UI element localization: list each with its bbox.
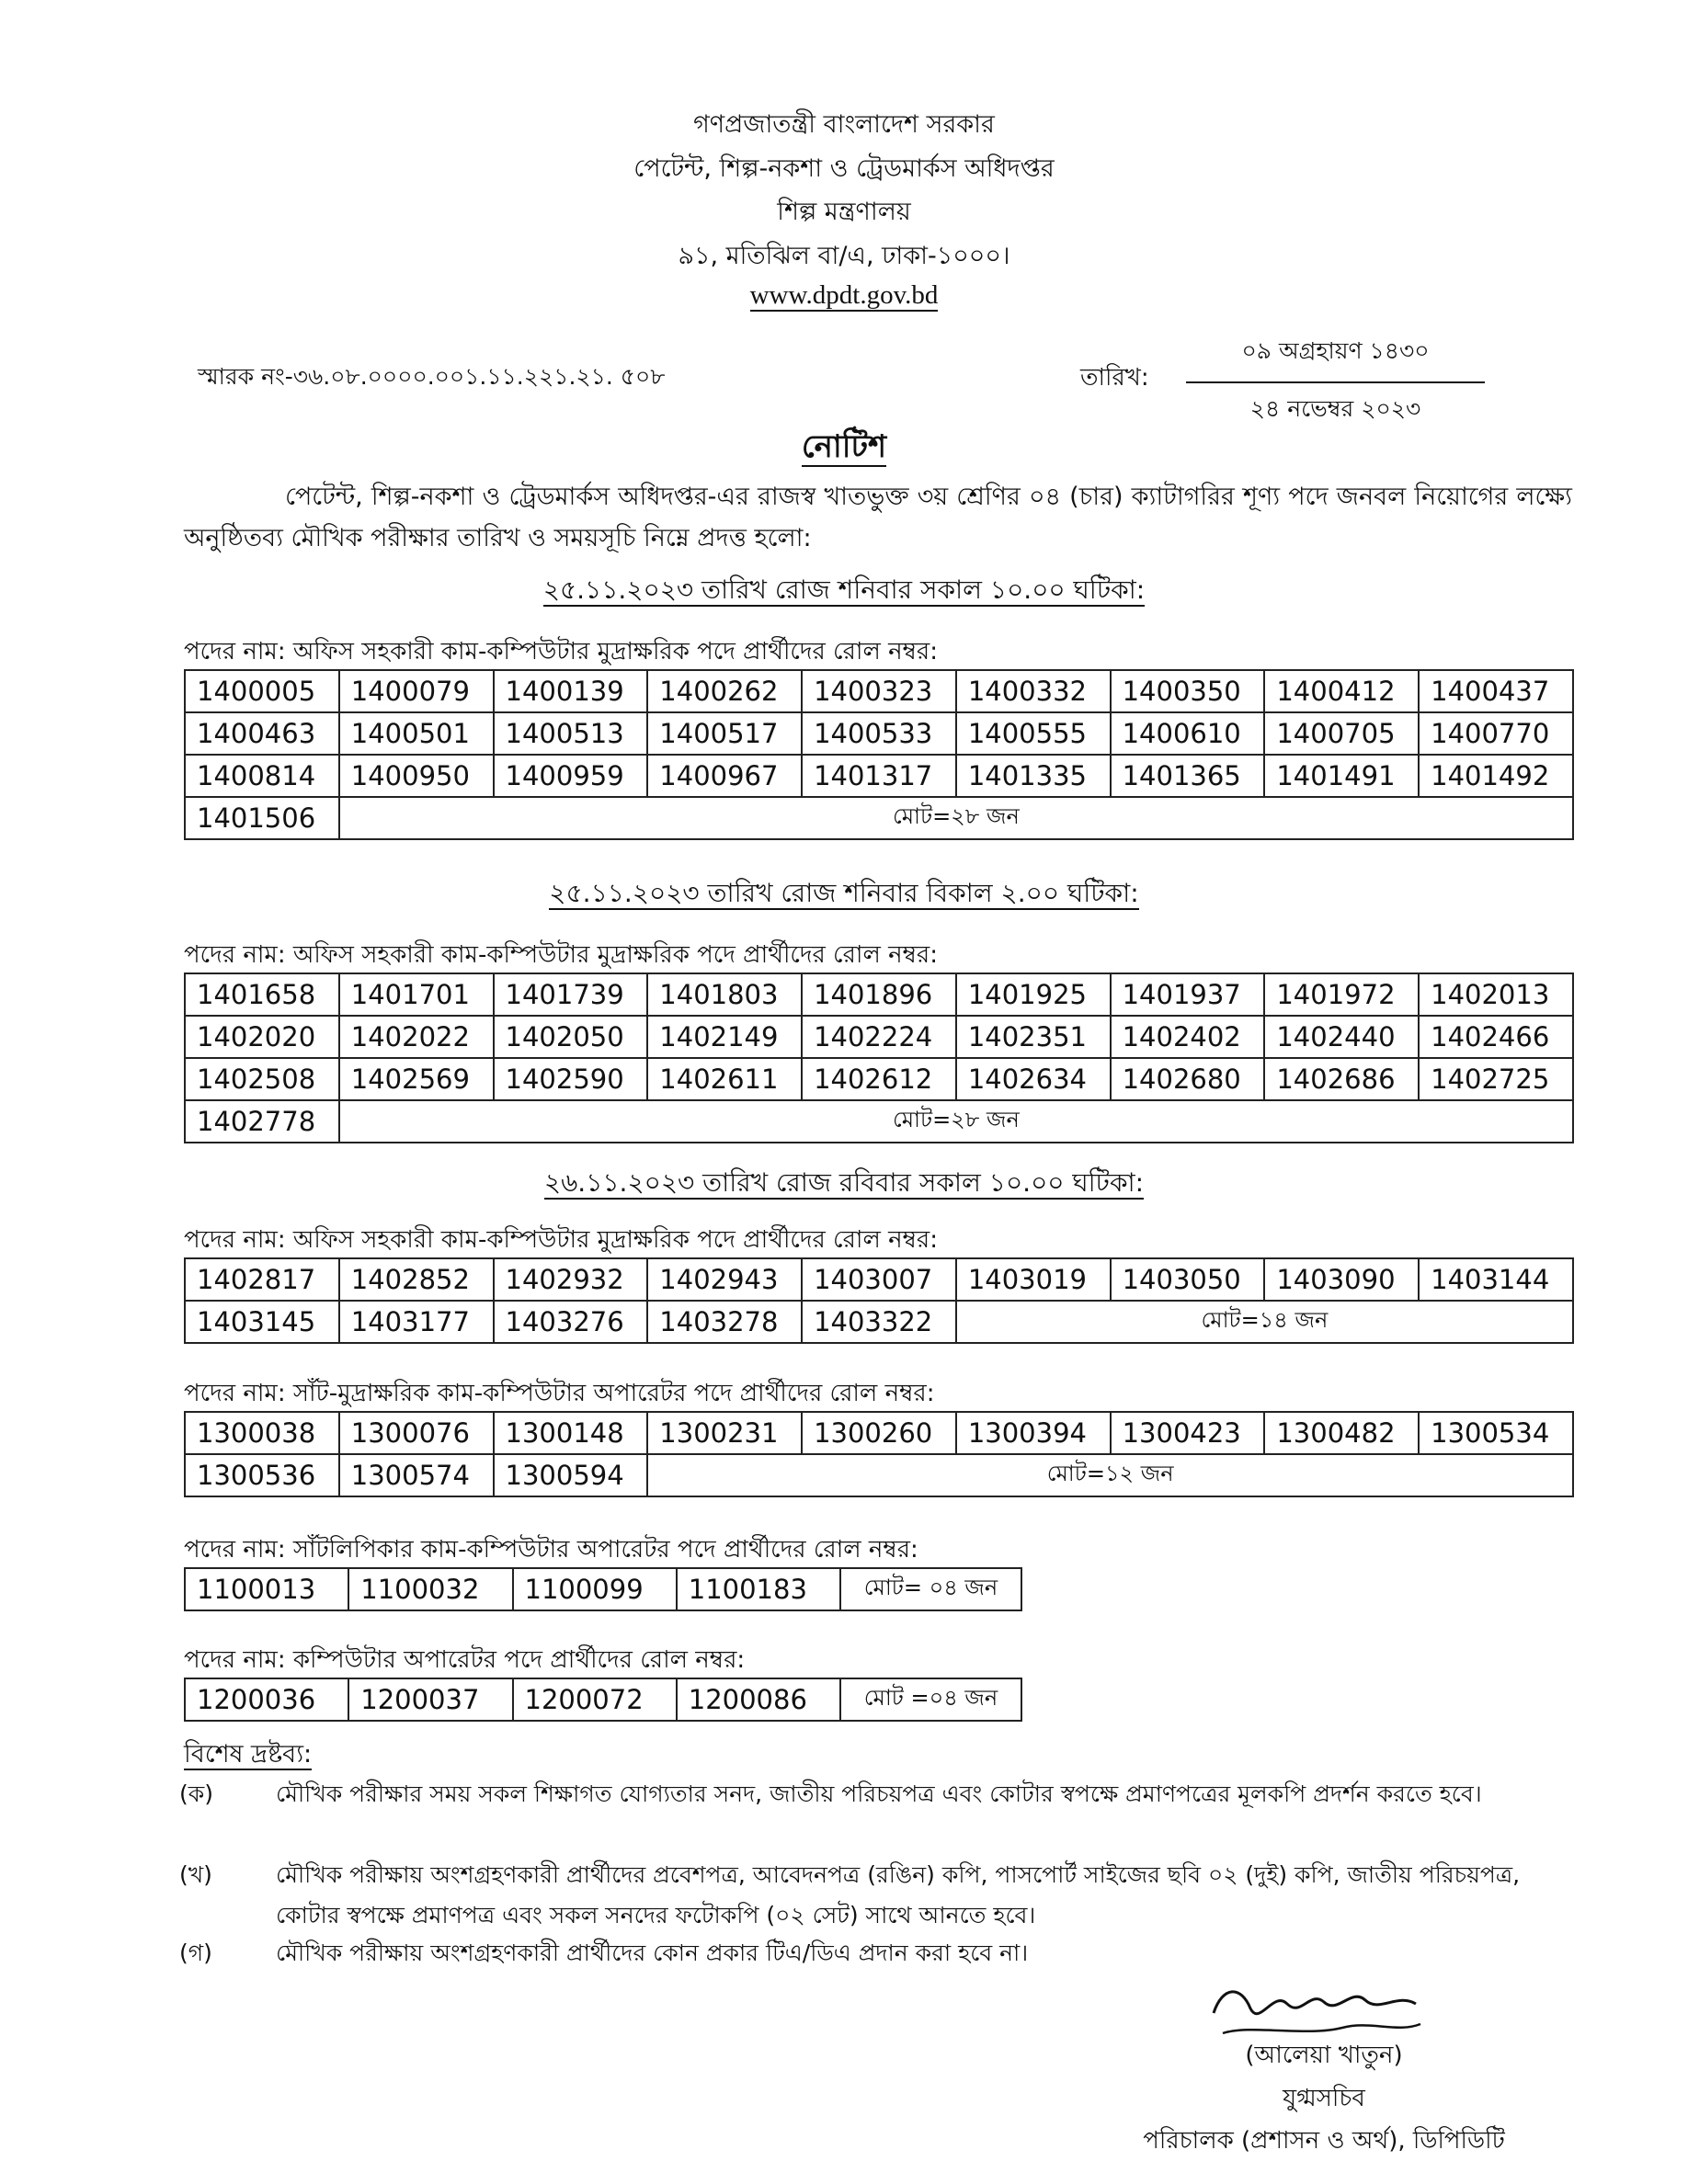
roll-number-cell: 1200036	[185, 1678, 348, 1721]
roll-number-cell: 1200037	[348, 1678, 512, 1721]
roll-number-cell: 1400959	[494, 755, 648, 797]
roll-number-cell: 1400501	[339, 712, 494, 755]
website-link[interactable]: www.dpdt.gov.bd	[749, 280, 939, 310]
table-row	[185, 797, 1573, 839]
note-text: মৌখিক পরীক্ষায় অংশগ্রহণকারী প্রার্থীদের প্রবেশপত্র, আবেদনপত্র (রঙিন) কপি, পাসপোর্ট সাইজের ছবি ০২ (দুই) কপি, জাতীয় পরিচয়পত্র, কোটার স্বপক্ষে প্রমাণপত্র এবং সকল সনদের ফটোকপি (০২ সেট) সাথে আনতে হবে।	[276, 1861, 1521, 1928]
office-address: ৯১, মতিঝিল বা/এ, ঢাকা-১০০০।	[678, 242, 1010, 270]
roll-table	[184, 1257, 1574, 1344]
table-row	[185, 1258, 1573, 1301]
signatory-designation: যুগ্মসচিব	[1283, 2085, 1365, 2112]
roll-number-cell: 1401658	[185, 973, 339, 1016]
total-cell: মোট=১২ জন	[647, 1454, 1573, 1496]
roll-table	[184, 669, 1574, 840]
schedule-heading: ২৬.১১.২০২৩ তারিখ রোজ রবিবার সকাল ১০.০০ ঘটিকা:	[543, 1167, 1145, 1198]
roll-number-cell: 1400463	[185, 712, 339, 755]
total-cell: মোট= ০৪ জন	[840, 1568, 1021, 1610]
table-row	[185, 1100, 1573, 1143]
note-text: মৌখিক পরীক্ষায় অংশগ্রহণকারী প্রার্থীদের কোন প্রকার টিএ/ডিএ প্রদান করা হবে না।	[276, 1939, 1029, 1966]
roll-number-cell: 1400814	[185, 755, 339, 797]
roll-number-cell: 1400770	[1419, 712, 1573, 755]
roll-number-cell: 1402817	[185, 1258, 339, 1301]
table-row	[185, 755, 1573, 797]
roll-number-cell: 1401739	[494, 973, 648, 1016]
roll-number-cell: 1401701	[339, 973, 494, 1016]
roll-number-cell: 1401365	[1111, 755, 1265, 797]
roll-number-cell: 1200072	[513, 1678, 677, 1721]
date-label: তারিখ:	[1080, 364, 1149, 392]
table-row	[185, 1412, 1573, 1454]
special-notes-title: বিশেষ দ্রষ্টব্য:	[184, 1740, 313, 1769]
post-name: পদের নাম: অফিস সহকারী কাম-কম্পিউটার মুদ্রাক্ষরিক পদে প্রার্থীদের রোল নম্বর:	[184, 1226, 938, 1254]
roll-number-cell: 1400517	[647, 712, 802, 755]
roll-number-cell: 1402569	[339, 1058, 494, 1100]
roll-number-cell: 1300038	[185, 1412, 339, 1454]
roll-number-cell: 1400139	[494, 670, 648, 712]
roll-table	[184, 1678, 1022, 1722]
roll-number-cell: 1400533	[802, 712, 956, 755]
table-row	[185, 712, 1573, 755]
roll-number-cell: 1402013	[1419, 973, 1573, 1016]
table-row	[185, 670, 1573, 712]
roll-table	[184, 973, 1574, 1143]
roll-number-cell: 1401972	[1264, 973, 1419, 1016]
note-key: (খ)	[179, 1861, 212, 1888]
roll-number-cell: 1402611	[647, 1058, 802, 1100]
roll-number-cell: 1300260	[802, 1412, 956, 1454]
notice-title: নোটিশ	[801, 428, 887, 465]
roll-table	[184, 1411, 1574, 1497]
roll-number-cell: 1402351	[956, 1016, 1111, 1058]
roll-number-cell: 1403177	[339, 1301, 494, 1343]
roll-number-cell: 1402686	[1264, 1058, 1419, 1100]
table-row	[185, 1568, 1021, 1610]
roll-number-cell: 1300574	[339, 1454, 494, 1496]
roll-number-cell: 1402466	[1419, 1016, 1573, 1058]
roll-number-cell: 1400332	[956, 670, 1111, 712]
roll-number-cell: 1100183	[677, 1568, 840, 1610]
signatory-office: পরিচালক (প্রশাসন ও অর্থ), ডিপিডিটি	[1143, 2127, 1505, 2155]
date-block	[1186, 333, 1485, 430]
roll-number-cell: 1402508	[185, 1058, 339, 1100]
roll-number-cell: 1403090	[1264, 1258, 1419, 1301]
ministry-name: শিল্প মন্ত্রণালয়	[777, 198, 911, 226]
roll-number-cell: 1402590	[494, 1058, 648, 1100]
total-cell: মোট=২৮ জন	[339, 1100, 1573, 1143]
roll-number-cell: 1400610	[1111, 712, 1265, 755]
table-row	[185, 973, 1573, 1016]
table-row	[185, 1016, 1573, 1058]
post-name: পদের নাম: সাঁটলিপিকার কাম-কম্পিউটার অপারেটর পদে প্রার্থীদের রোল নম্বর:	[184, 1536, 918, 1564]
note-item	[179, 1855, 1577, 1938]
roll-number-cell: 1402634	[956, 1058, 1111, 1100]
table-row	[185, 1301, 1573, 1343]
roll-number-cell: 1400079	[339, 670, 494, 712]
total-cell: মোট=১৪ জন	[956, 1301, 1573, 1343]
note-item	[179, 1774, 1577, 1857]
roll-number-cell: 1402402	[1111, 1016, 1265, 1058]
roll-number-cell: 1401335	[956, 755, 1111, 797]
roll-number-cell: 1300423	[1111, 1412, 1265, 1454]
total-cell: মোট=২৮ জন	[339, 797, 1573, 839]
roll-number-cell: 1402020	[185, 1016, 339, 1058]
date-bangla: ০৯ অগ্রহায়ণ ১৪৩০	[1241, 337, 1430, 364]
roll-number-cell: 1402612	[802, 1058, 956, 1100]
post-name: পদের নাম: অফিস সহকারী কাম-কম্পিউটার মুদ্রাক্ষরিক পদে প্রার্থীদের রোল নম্বর:	[184, 941, 938, 969]
roll-number-cell: 1402680	[1111, 1058, 1265, 1100]
post-name: পদের নাম: কম্পিউটার অপারেটর পদে প্রার্থীদের রোল নম্বর:	[184, 1646, 746, 1674]
roll-number-cell: 1400555	[956, 712, 1111, 755]
roll-number-cell: 1200086	[677, 1678, 840, 1721]
schedule-heading: ২৫.১১.২০২৩ তারিখ রোজ শনিবার বিকাল ২.০০ ঘটিকা:	[549, 878, 1139, 908]
roll-number-cell: 1402852	[339, 1258, 494, 1301]
roll-number-cell: 1401492	[1419, 755, 1573, 797]
roll-number-cell: 1100013	[185, 1568, 348, 1610]
roll-number-cell: 1300594	[494, 1454, 648, 1496]
date-divider	[1186, 381, 1485, 383]
roll-number-cell: 1403276	[494, 1301, 648, 1343]
roll-number-cell: 1100032	[348, 1568, 512, 1610]
roll-number-cell: 1401491	[1264, 755, 1419, 797]
roll-number-cell: 1402725	[1419, 1058, 1573, 1100]
roll-number-cell: 1400005	[185, 670, 339, 712]
govt-title: গণপ্রজাতন্ত্রী বাংলাদেশ সরকার	[693, 110, 995, 139]
signatory-name: (আলেয়া খাতুন)	[1245, 2042, 1403, 2069]
table-row	[185, 1678, 1021, 1721]
total-cell: মোট =০৪ জন	[840, 1678, 1021, 1721]
roll-number-cell: 1300536	[185, 1454, 339, 1496]
roll-number-cell: 1401506	[185, 797, 339, 839]
roll-number-cell: 1403019	[956, 1258, 1111, 1301]
roll-number-cell: 1300148	[494, 1412, 648, 1454]
roll-number-cell: 1403322	[802, 1301, 956, 1343]
roll-number-cell: 1403145	[185, 1301, 339, 1343]
intro-paragraph: পেটেন্ট, শিল্প-নকশা ও ট্রেডমার্কস অধিদপ্তর-এর রাজস্ব খাতভুক্ত ৩য় শ্রেণির ০৪ (চার) ক্যাটাগরির শূণ্য পদে জনবল নিয়োগের লক্ষ্যে অনুষ্ঠিতব্য মৌখিক পরীক্ষার তারিখ ও সময়সূচি নিম্নে প্রদত্ত হলো:	[184, 483, 1572, 552]
roll-number-cell: 1402022	[339, 1016, 494, 1058]
roll-number-cell: 1400705	[1264, 712, 1419, 755]
roll-number-cell: 1401925	[956, 973, 1111, 1016]
roll-number-cell: 1401896	[802, 973, 956, 1016]
roll-number-cell: 1402050	[494, 1016, 648, 1058]
date-english: ২৪ নভেম্বর ২০২৩	[1249, 395, 1421, 422]
roll-number-cell: 1402932	[494, 1258, 648, 1301]
department-name: পেটেন্ট, শিল্প-নকশা ও ট্রেডমার্কস অধিদপ্তর	[633, 154, 1055, 183]
roll-number-cell: 1403278	[647, 1301, 802, 1343]
roll-number-cell: 1400262	[647, 670, 802, 712]
roll-number-cell: 1401317	[802, 755, 956, 797]
roll-number-cell: 1402943	[647, 1258, 802, 1301]
roll-number-cell: 1300076	[339, 1412, 494, 1454]
note-item	[179, 1933, 1577, 1974]
roll-number-cell: 1401937	[1111, 973, 1265, 1016]
roll-number-cell: 1400437	[1419, 670, 1573, 712]
roll-number-cell: 1402440	[1264, 1016, 1419, 1058]
roll-number-cell: 1403144	[1419, 1258, 1573, 1301]
roll-number-cell: 1400412	[1264, 670, 1419, 712]
note-text: মৌখিক পরীক্ষার সময় সকল শিক্ষাগত যোগ্যতার সনদ, জাতীয় পরিচয়পত্র এবং কোটার স্বপক্ষে প্রমাণপত্রের মূলকপি প্রদর্শন করতে হবে।	[276, 1780, 1482, 1807]
roll-number-cell: 1403050	[1111, 1258, 1265, 1301]
roll-number-cell: 1400950	[339, 755, 494, 797]
roll-number-cell: 1100099	[513, 1568, 677, 1610]
roll-number-cell: 1403007	[802, 1258, 956, 1301]
roll-number-cell: 1401803	[647, 973, 802, 1016]
roll-number-cell: 1400513	[494, 712, 648, 755]
roll-number-cell: 1300231	[647, 1412, 802, 1454]
roll-number-cell: 1402224	[802, 1016, 956, 1058]
roll-number-cell: 1400323	[802, 670, 956, 712]
roll-table	[184, 1567, 1022, 1611]
table-row	[185, 1454, 1573, 1496]
roll-number-cell: 1400350	[1111, 670, 1265, 712]
table-row	[185, 1058, 1573, 1100]
roll-number-cell: 1402149	[647, 1016, 802, 1058]
post-name: পদের নাম: সাঁট-মুদ্রাক্ষরিক কাম-কম্পিউটার অপারেটর পদে প্রার্থীদের রোল নম্বর:	[184, 1380, 935, 1407]
roll-number-cell: 1402778	[185, 1100, 339, 1143]
note-key: (গ)	[179, 1939, 212, 1966]
post-name: পদের নাম: অফিস সহকারী কাম-কম্পিউটার মুদ্রাক্ষরিক পদে প্রার্থীদের রোল নম্বর:	[184, 638, 938, 665]
roll-number-cell: 1300394	[956, 1412, 1111, 1454]
schedule-heading: ২৫.১১.২০২৩ তারিখ রোজ শনিবার সকাল ১০.০০ ঘটিকা:	[542, 574, 1146, 605]
note-key: (ক)	[179, 1780, 213, 1807]
roll-number-cell: 1300534	[1419, 1412, 1573, 1454]
roll-number-cell: 1300482	[1264, 1412, 1419, 1454]
memo-reference: স্মারক নং-৩৬.০৮.০০০০.০০১.১১.২২১.২১. ৫০৮	[198, 363, 666, 390]
roll-number-cell: 1400967	[647, 755, 802, 797]
